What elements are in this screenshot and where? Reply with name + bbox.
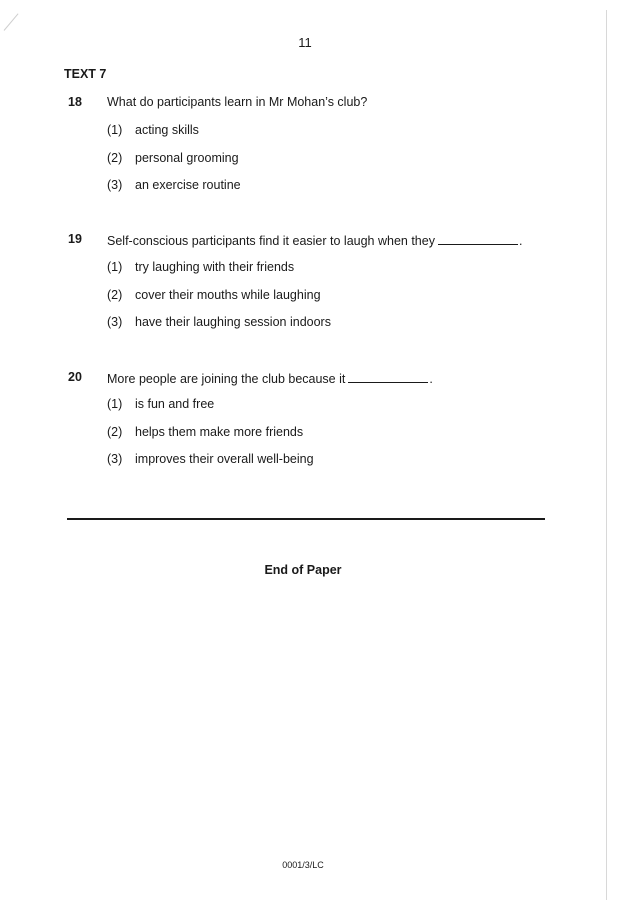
option-text: acting skills — [135, 123, 199, 137]
option-number: (3) — [107, 178, 123, 192]
stem-text: What do participants learn in Mr Mohan’s club? — [107, 95, 368, 109]
section-heading: TEXT 7 — [64, 67, 107, 81]
option-1 — [107, 123, 199, 137]
option-number: (1) — [107, 397, 123, 411]
footer-code: 0001/3/LC — [282, 860, 324, 870]
option-number: (1) — [107, 123, 123, 137]
question-number: 20 — [68, 370, 82, 384]
option-number: (2) — [107, 288, 123, 302]
stem-end: . — [429, 372, 433, 386]
option-2 — [107, 425, 303, 439]
scan-edge-line — [606, 10, 607, 900]
option-number: (2) — [107, 151, 123, 165]
option-text: is fun and free — [135, 397, 215, 411]
option-text: helps them make more friends — [135, 425, 304, 439]
answer-blank — [348, 370, 428, 383]
option-number: (2) — [107, 425, 123, 439]
option-1 — [107, 397, 214, 411]
divider-line — [67, 518, 545, 520]
option-text: improves their overall well-being — [135, 452, 314, 466]
option-2 — [107, 151, 239, 165]
option-3 — [107, 178, 241, 192]
question-stem — [107, 370, 433, 386]
option-1 — [107, 260, 294, 274]
option-number: (3) — [107, 315, 123, 329]
question-stem — [107, 232, 522, 248]
pencil-mark — [4, 13, 19, 30]
option-text: an exercise routine — [135, 178, 241, 192]
option-2 — [107, 288, 321, 302]
answer-blank — [438, 232, 518, 245]
question-number: 18 — [68, 95, 82, 109]
option-text: personal grooming — [135, 151, 239, 165]
option-text: have their laughing session indoors — [135, 315, 331, 329]
option-text: try laughing with their friends — [135, 260, 295, 274]
stem-text: More people are joining the club because it — [107, 372, 346, 386]
option-3 — [107, 452, 314, 466]
question-stem — [107, 95, 367, 109]
option-3 — [107, 315, 331, 329]
end-of-paper: End of Paper — [264, 563, 342, 577]
option-text: cover their mouths while laughing — [135, 288, 321, 302]
page-number: 11 — [298, 35, 312, 50]
option-number: (1) — [107, 260, 123, 274]
option-number: (3) — [107, 452, 123, 466]
stem-text: Self-conscious participants find it easier to laugh when they — [107, 234, 435, 248]
stem-end: . — [518, 234, 523, 248]
question-number: 19 — [68, 232, 82, 246]
